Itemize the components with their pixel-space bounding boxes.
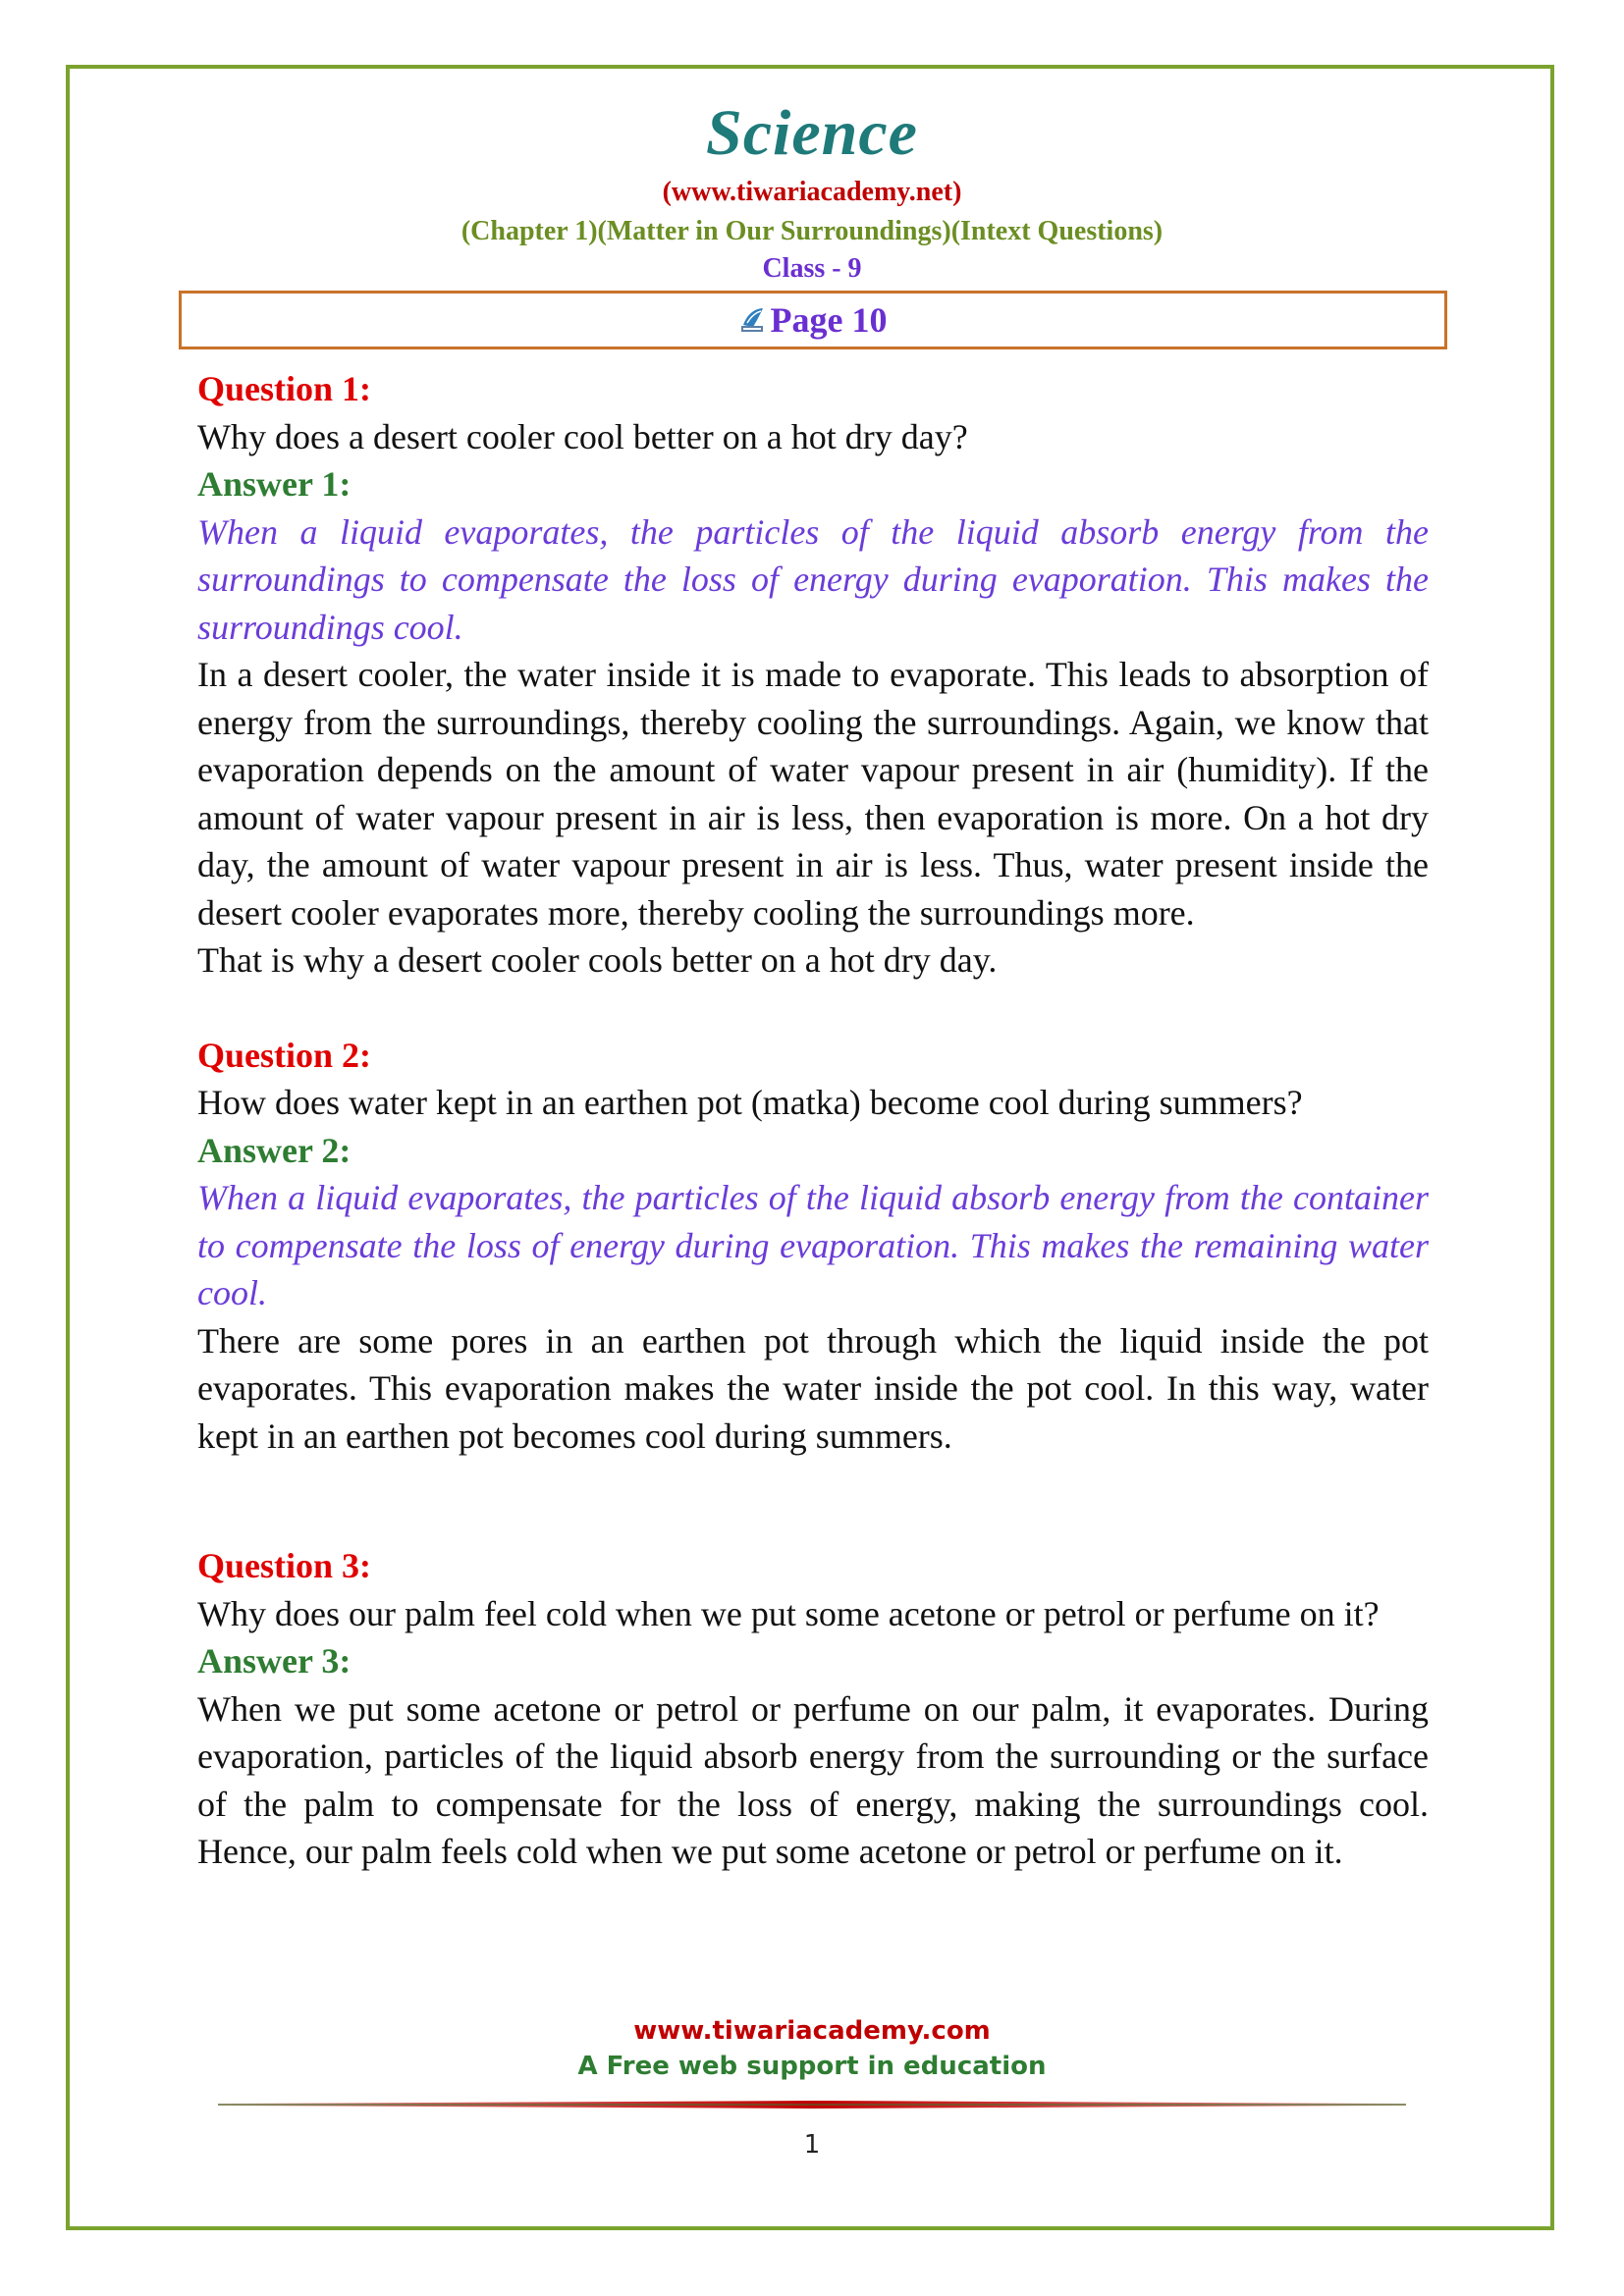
header-site-link[interactable]: (www.tiwariacademy.net)	[662, 177, 962, 207]
answer-2-body: There are some pores in an earthen pot through which the liquid inside the pot evaporates. This evaporation makes the water inside the pot cool. In this way, water kept in an earthen pot becomes cool during summers.	[197, 1320, 1429, 1456]
qa-content	[197, 365, 1429, 1876]
page-title: Science	[706, 97, 918, 169]
answer-3-body: When we put some acetone or petrol or perfume on our palm, it evaporates. During evaporation, particles of the liquid absorb energy from the surrounding or the surface of the palm to compensate for the loss of energy, making the surroundings cool. Hence, our palm feels cold when we put some acetone or petrol or perfume on it.	[197, 1688, 1429, 1871]
question-2-text: How does water kept in an earthen pot (matka) become cool during summers?	[197, 1083, 1303, 1122]
question-1-label: Question 1:	[197, 369, 372, 408]
answer-2-label: Answer 2:	[197, 1130, 352, 1170]
question-2-label: Question 2:	[197, 1035, 372, 1075]
footer-divider	[218, 2101, 1406, 2109]
answer-1-body: In a desert cooler, the water inside it is made to evaporate. This leads to absorption of energy from the surroundings, thereby cooling the surroundings. Again, we know that evaporation depends on the amount of water vapour present in air (humidity). If the amount of water vapour present in air is less, then evaporation is more. On a hot dry day, the amount of water vapour present in air is less. Thus, water present inside the desert cooler evaporates more, thereby cooling the surroundings more.	[197, 655, 1429, 933]
question-3-label: Question 3:	[197, 1546, 372, 1585]
footer-site-link[interactable]: www.tiwariacademy.com	[633, 2016, 991, 2046]
page-number: 1	[803, 2130, 821, 2160]
page-number-banner	[179, 291, 1447, 349]
question-1-text: Why does a desert cooler cool better on a hot dry day?	[197, 416, 968, 456]
answer-2-highlight: When a liquid evaporates, the particles of the liquid absorb energy from the container to compensate the loss of energy during evaporation. This makes the remaining water cool.	[197, 1178, 1429, 1312]
question-3-text: Why does our palm feel cold when we put some acetone or petrol or perfume on it?	[197, 1593, 1380, 1633]
answer-3-label: Answer 3:	[197, 1641, 352, 1681]
page-label: Page 10	[770, 300, 888, 340]
answer-1-conclusion: That is why a desert cooler cools better on a hot dry day.	[197, 940, 998, 980]
answer-1-label: Answer 1:	[197, 464, 352, 504]
chapter-heading: (Chapter 1)(Matter in Our Surroundings)(Intext Questions)	[460, 216, 1164, 246]
class-label: Class - 9	[762, 253, 862, 284]
answer-1-highlight: When a liquid evaporates, the particles of the liquid absorb energy from the surroundings to compensate the loss of energy during evaporation. This makes the surroundings cool.	[197, 511, 1429, 647]
book-icon	[739, 305, 767, 335]
footer-tagline: A Free web support in education	[577, 2052, 1047, 2081]
